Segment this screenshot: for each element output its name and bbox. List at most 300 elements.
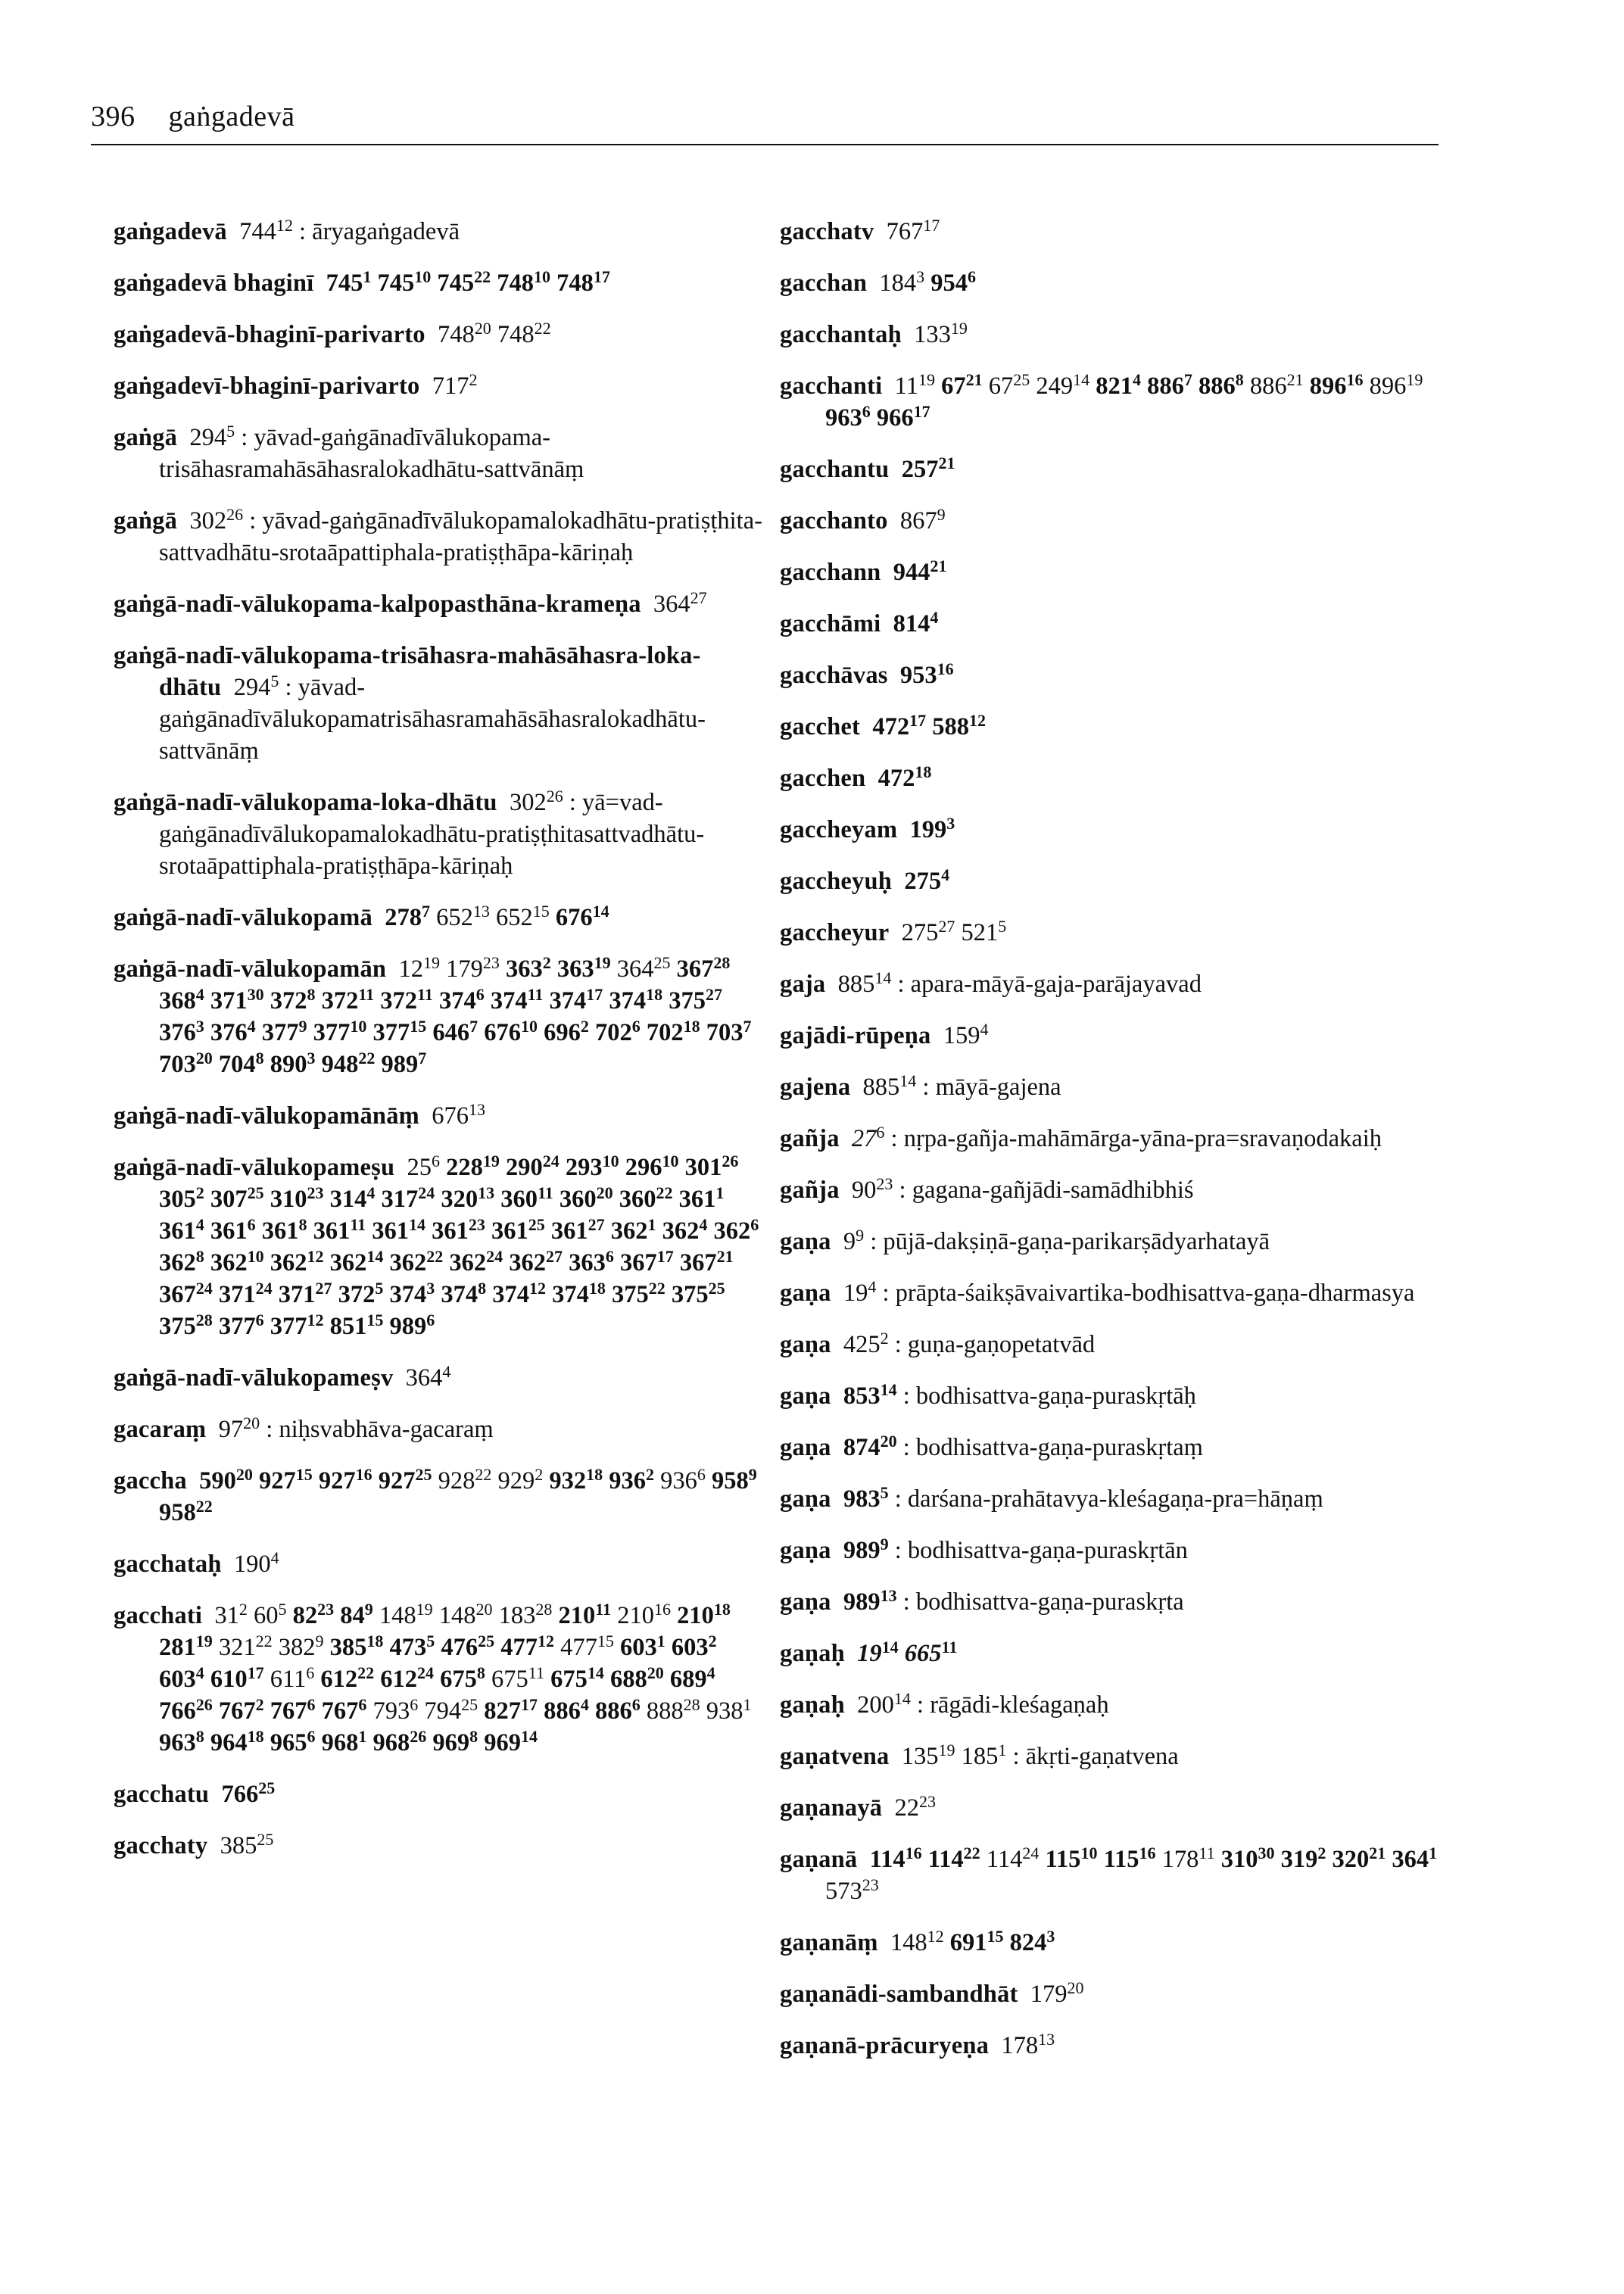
reference-line: 27: [546, 1247, 563, 1266]
reference-line: 8: [298, 1215, 307, 1234]
entry-context: rāgādi-kleśagaṇaḥ: [930, 1691, 1109, 1719]
reference-page: 675: [440, 1666, 477, 1693]
reference-page: 293: [565, 1154, 603, 1181]
index-entry: [780, 370, 1446, 434]
page-reference: [293, 1602, 335, 1629]
reference-line: 18: [646, 985, 663, 1004]
index-entry: [780, 1844, 1446, 1907]
page-reference: [851, 1174, 893, 1204]
entry-headword: gaṇanayā: [780, 1794, 883, 1822]
page-reference: [660, 1467, 706, 1495]
reference-page: 675: [491, 1666, 528, 1693]
reference-page: 374: [438, 987, 476, 1015]
reference-page: 362: [159, 1249, 196, 1276]
entry-headword: gacchantu: [780, 456, 890, 483]
entry-headword: gaṅgā: [114, 507, 178, 535]
page-reference: [210, 987, 264, 1015]
reference-page: 853: [843, 1382, 881, 1410]
entry-headword: gaṅgadevā-bhaginī-parivarto: [114, 321, 425, 348]
index-entry: [780, 505, 1446, 537]
page-reference: [259, 1467, 313, 1495]
reference-line: 10: [247, 1247, 264, 1266]
entry-headword: gaṅgā-nadī-vālukopameṣu: [114, 1154, 395, 1181]
entry-headword: gaccheyam: [780, 816, 898, 843]
entry-headword: gaṇa: [780, 1434, 831, 1461]
page-reference: [329, 1183, 376, 1213]
page-reference: [509, 1249, 563, 1276]
reference-line: 11: [528, 1663, 544, 1682]
entry-headword: gaṅgā: [114, 424, 178, 451]
page-reference: [617, 1602, 671, 1629]
entry-headword: gaṅgā-nadī-vālukopamānāṃ: [114, 1102, 419, 1130]
reference-line: 17: [586, 985, 603, 1004]
page-reference: [159, 1729, 204, 1756]
reference-line: 4: [706, 1663, 715, 1682]
page-reference: [1162, 1846, 1215, 1873]
index-entry: gaṇa $19^4$ : prāpta-śaikṣāvaivartika-bodhisattva-gaṇa-dharmasya: [780, 1277, 1415, 1307]
entry-context: bodhisattva-gaṇa-puraskṛtān: [907, 1537, 1188, 1564]
reference-page: 867: [899, 507, 937, 535]
page-reference: [330, 1313, 384, 1340]
entry-headword: gajena: [780, 1074, 851, 1101]
reference-page: 963: [825, 404, 862, 432]
reference-page: 67: [988, 372, 1014, 400]
reference-line: 22: [963, 1844, 980, 1862]
page-reference: [262, 1217, 307, 1245]
reference-line: 13: [478, 1183, 495, 1202]
index-entry: [114, 370, 765, 402]
page-reference: [491, 1217, 545, 1245]
reference-page: 886: [1249, 372, 1287, 400]
page-reference: [559, 1183, 613, 1213]
page-reference: [270, 1663, 315, 1693]
page-reference: [611, 1217, 656, 1245]
reference-page: 989: [843, 1537, 881, 1564]
reference-line: 2: [238, 1600, 248, 1619]
reference-page: 766: [221, 1781, 259, 1808]
reference-page: 794: [424, 1697, 462, 1725]
entry-headword: gañja: [780, 1125, 840, 1152]
page-reference: [159, 1697, 213, 1725]
reference-line: 3: [195, 1017, 204, 1036]
page-reference: [322, 1729, 367, 1756]
page-reference: [159, 1183, 204, 1213]
index-entry: [780, 267, 1446, 299]
reference-line: 3: [1046, 1927, 1055, 1946]
reference-page: 382: [278, 1634, 316, 1661]
index-entry: [114, 953, 765, 1080]
reference-line: 6: [631, 1017, 641, 1036]
page-reference: [902, 919, 955, 946]
reference-line: 13: [1038, 2030, 1055, 2049]
page-reference: [270, 987, 316, 1015]
reference-page: 372: [321, 987, 359, 1015]
reference-line: 2: [255, 1695, 264, 1714]
page-reference: [492, 1281, 546, 1308]
page-reference: [569, 1249, 614, 1276]
page-reference: [491, 987, 544, 1015]
reference-line: 20: [195, 1049, 213, 1068]
page-reference: [612, 1281, 665, 1308]
reference-page: 896: [1369, 372, 1407, 400]
page-reference: [510, 789, 563, 816]
reference-line: 14: [1073, 370, 1090, 389]
page-reference: [500, 1183, 553, 1213]
page-reference: [905, 1640, 958, 1667]
reference-line: 19: [422, 953, 440, 972]
reference-page: 305: [159, 1186, 196, 1213]
reference-line: 10: [414, 267, 432, 286]
reference-page: 652: [436, 904, 473, 931]
index-entry: [114, 1362, 765, 1394]
entry-headword: gaṅgā-nadī-vālukopama-loka-dhātu: [114, 789, 497, 816]
reference-line: 23: [307, 1183, 324, 1202]
reference-line: 1: [743, 1695, 752, 1714]
index-entry: [780, 1978, 1446, 2010]
page-reference: [544, 1019, 589, 1046]
reference-line: 23: [482, 953, 500, 972]
reference-line: 20: [235, 1465, 253, 1484]
reference-page: 766: [159, 1697, 196, 1725]
page-reference: [609, 987, 662, 1015]
index-entry: [114, 1465, 765, 1529]
entry-headword: gacchet: [780, 713, 861, 740]
entry-headword: gaccheyur: [780, 919, 890, 946]
reference-page: 363: [505, 955, 543, 983]
reference-page: 376: [159, 1019, 196, 1046]
reference-page: 361: [491, 1217, 528, 1245]
page-reference: [437, 267, 491, 297]
reference-page: 228: [446, 1154, 483, 1181]
reference-page: 364: [616, 955, 654, 983]
page-reference: [714, 1217, 759, 1245]
reference-page: 361: [432, 1217, 469, 1245]
reference-line: 5: [880, 1483, 889, 1502]
reference-page: 814: [893, 610, 930, 637]
page-reference: [1036, 372, 1089, 400]
reference-page: 748: [437, 321, 475, 348]
index-entry: [780, 762, 1446, 794]
page-reference: [552, 1281, 606, 1308]
reference-line: 21: [965, 370, 983, 389]
index-entry: [780, 608, 1446, 640]
reference-line: 30: [1258, 1844, 1275, 1862]
reference-page: 767: [321, 1697, 359, 1725]
page-reference: [432, 372, 478, 400]
reference-page: 703: [706, 1019, 743, 1046]
page-reference: [1310, 372, 1364, 400]
reference-line: 2: [880, 1329, 889, 1348]
reference-page: 744: [239, 218, 276, 245]
page-reference: [159, 1217, 204, 1245]
reference-line: 12: [276, 216, 293, 235]
page-reference: [550, 1663, 604, 1693]
page-reference: [210, 1183, 264, 1213]
reference-line: 21: [930, 556, 947, 575]
entry-headword: gaṇanādi-sambandhāt: [780, 1981, 1018, 2008]
reference-line: 8: [1235, 370, 1244, 389]
entry-headword: gacchāmi: [780, 610, 881, 637]
reference-page: 178: [1001, 2032, 1039, 2059]
reference-line: 18: [247, 1727, 264, 1746]
reference-line: 14: [587, 1663, 604, 1682]
page-reference: [680, 1249, 734, 1276]
page-reference: [219, 1281, 273, 1308]
page-reference: [159, 1051, 213, 1078]
page-reference: [330, 1249, 384, 1276]
reference-line: 6: [431, 1152, 440, 1170]
reference-page: 314: [329, 1186, 367, 1213]
reference-page: 11: [894, 372, 918, 400]
entry-headword: gacchan: [780, 270, 868, 297]
reference-line: 22: [534, 319, 551, 338]
reference-line: 6: [255, 1311, 264, 1329]
page-reference: [662, 1217, 708, 1245]
reference-line: 4: [442, 1362, 451, 1381]
page-reference: [382, 1051, 427, 1078]
index-entry: gaṇa $989^9$ : bodhisattva-gaṇa-puraskṛtān: [780, 1535, 1188, 1564]
reference-page: 948: [321, 1051, 359, 1078]
page-reference: [1281, 1846, 1326, 1873]
index-entry: gaṅgā-nadī-vālukopama-trisāhasra-mahāsāhasra-loka-dhātu $294^5$ : yāvad-gaṅgānadīvālukopamatrisāhasramahāsāhasralokadhātu-sattvānāṃ: [114, 642, 706, 765]
page-reference: [159, 1634, 213, 1661]
entry-context: bodhisattva-gaṇa-puraskṛtaṃ: [915, 1434, 1203, 1461]
reference-page: 702: [595, 1019, 632, 1046]
page-reference: [210, 1729, 264, 1756]
reference-page: 968: [321, 1729, 359, 1756]
reference-page: 115: [1103, 1846, 1139, 1873]
reference-page: 257: [901, 456, 939, 483]
reference-page: 115: [1045, 1846, 1081, 1873]
reference-page: 603: [620, 1634, 657, 1661]
reference-page: 717: [432, 372, 469, 400]
reference-page: 573: [825, 1878, 862, 1905]
page-reference: [441, 1634, 494, 1661]
reference-page: 748: [556, 270, 594, 297]
reference-page: 375: [669, 987, 706, 1015]
reference-page: 588: [932, 713, 969, 740]
page-reference: [1001, 2032, 1055, 2059]
reference-line: 4: [270, 1548, 279, 1567]
reference-line: 13: [472, 902, 490, 921]
reference-page: 374: [552, 1281, 589, 1308]
page-reference: [989, 372, 1030, 400]
reference-line: 20: [596, 1183, 613, 1202]
index-entry: gacaraṃ $97^{20}$ : niḥsvabhāva-gacaraṃ: [114, 1413, 494, 1443]
reference-page: 989: [843, 1588, 881, 1616]
entry-context: āryagaṅgadevā: [312, 218, 460, 245]
index-entry: [780, 814, 1446, 846]
reference-page: 375: [671, 1281, 709, 1308]
page-reference: [390, 1313, 435, 1340]
index-entry: gaṇatvena $135^{19}$ $185^1$ : ākṛti-gaṇatvena: [780, 1741, 1179, 1770]
entry-headword: gaṇa: [780, 1588, 831, 1616]
reference-page: 320: [1332, 1846, 1370, 1873]
page-reference: [595, 1697, 641, 1725]
entry-context: māyā-gajena: [935, 1074, 1061, 1101]
page-reference: [549, 1467, 603, 1495]
reference-page: 294: [233, 674, 271, 701]
entry-headword: gaṇa: [780, 1537, 831, 1564]
reference-line: 18: [366, 1632, 384, 1650]
reference-line: 2: [542, 953, 551, 972]
page-reference: [843, 1382, 897, 1410]
entry-headword: gaṅgadevī-bhaginī-parivarto: [114, 372, 420, 400]
reference-page: 652: [495, 904, 533, 931]
page-reference: [893, 556, 947, 586]
page-reference: [372, 1217, 425, 1245]
reference-page: 611: [270, 1666, 307, 1693]
page-reference: [914, 321, 968, 348]
page-reference: [706, 1697, 752, 1725]
page-reference: [647, 1697, 700, 1725]
page-reference: [1030, 1978, 1084, 2008]
page-reference: [322, 1697, 367, 1725]
entry-headword: gaṇanā: [780, 1846, 858, 1873]
reference-line: 24: [417, 1663, 435, 1682]
running-header: [91, 100, 1439, 133]
reference-line: 11: [527, 985, 544, 1004]
reference-page: 363: [556, 955, 594, 983]
page-reference: [441, 1183, 495, 1213]
page-reference: [484, 1019, 538, 1046]
entry-headword: gaṇatvena: [780, 1743, 890, 1770]
reference-line: 20: [475, 1600, 493, 1619]
reference-line: 9: [856, 1226, 865, 1245]
reference-line: 21: [1369, 1844, 1386, 1862]
entry-context: darśana-prahātavya-kleśagaṇa-pra=hāṇaṃ: [907, 1485, 1323, 1513]
page-reference: [712, 1467, 757, 1495]
reference-page: 665: [904, 1640, 942, 1667]
reference-line: 7: [421, 902, 430, 921]
index-entry: [780, 1927, 1446, 1959]
page-reference: [432, 1729, 478, 1756]
reference-page: 84: [340, 1602, 365, 1629]
reference-page: 367: [159, 1281, 196, 1308]
reference-line: 14: [880, 1380, 897, 1399]
reference-page: 953: [899, 662, 937, 689]
reference-line: 4: [580, 1695, 589, 1714]
entry-headword: gaṅgā-nadī-vālukopama-trisāhasra-mahāsāhasra-loka-dhātu: [114, 642, 701, 701]
reference-page: 210: [617, 1602, 654, 1629]
reference-line: 18: [588, 1279, 606, 1298]
page-reference: [566, 1154, 619, 1181]
page-reference: [559, 1602, 612, 1629]
page-reference: [879, 267, 925, 297]
index-entry: gañja $27^6$ : nṛpa-gañja-mahāmārga-yāna-pra=sravaṇodakaiḥ: [780, 1123, 1382, 1152]
index-entry: gaṇa $874^{20}$ : bodhisattva-gaṇa-puraskṛtaṃ: [780, 1432, 1203, 1461]
entry-headword: gacchāvas: [780, 662, 888, 689]
page-reference: [825, 404, 871, 432]
reference-line: 16: [905, 1844, 922, 1862]
reference-page: 476: [441, 1634, 478, 1661]
reference-page: 67: [941, 372, 966, 400]
reference-page: 185: [961, 1743, 999, 1770]
reference-page: 612: [380, 1666, 418, 1693]
reference-line: 4: [980, 1020, 989, 1039]
index-entry: [114, 1100, 765, 1132]
reference-line: 15: [532, 902, 550, 921]
reference-line: 8: [195, 1727, 204, 1746]
index-entry: gaṇa $989^{13}$ : bodhisattva-gaṇa-puraskṛta: [780, 1586, 1184, 1616]
reference-line: 17: [593, 267, 610, 286]
reference-page: 927: [259, 1467, 296, 1495]
index-entry: [780, 865, 1446, 897]
reference-page: 377: [313, 1019, 351, 1046]
reference-line: 24: [195, 1279, 213, 1298]
reference-page: 320: [441, 1186, 478, 1213]
page-reference: [219, 1313, 264, 1340]
page-reference: [379, 1602, 433, 1629]
entry-headword: gacchen: [780, 765, 866, 792]
entry-headword: gaja: [780, 971, 826, 998]
page-reference: [398, 955, 440, 983]
reference-line: 2: [646, 1465, 655, 1484]
reference-page: 310: [270, 1186, 307, 1213]
entry-context: yāvad-gaṅgānadīvālukopama-trisāhasramahāsāhasralokadhātu-sattvānāṃ: [159, 424, 584, 483]
reference-line: 6: [426, 1311, 435, 1329]
reference-page: 319: [1280, 1846, 1318, 1873]
page-reference: [843, 1434, 897, 1461]
page-reference: [962, 919, 1007, 946]
reference-line: 25: [257, 1830, 274, 1849]
page-reference: [1104, 1846, 1156, 1873]
reference-page: 364: [405, 1364, 443, 1392]
index-entry: gajena $885^{14}$ : māyā-gajena: [780, 1071, 1061, 1101]
page-reference: [825, 1875, 879, 1905]
reference-page: 374: [549, 987, 587, 1015]
reference-line: 27: [938, 917, 955, 936]
reference-page: 886: [544, 1697, 581, 1725]
reference-line: 5: [270, 672, 279, 690]
reference-line: 20: [647, 1663, 664, 1682]
reference-page: 362: [329, 1249, 367, 1276]
reference-page: 477: [560, 1634, 597, 1661]
reference-line: 15: [295, 1465, 313, 1484]
page-reference: [270, 1183, 324, 1213]
page-reference: [159, 1249, 204, 1276]
reference-page: 364: [653, 591, 690, 618]
reference-line: 28: [713, 953, 731, 972]
page-reference: [390, 1249, 444, 1276]
reference-line: 20: [1067, 1978, 1084, 1997]
reference-line: 21: [1286, 370, 1304, 389]
reference-line: 25: [653, 953, 671, 972]
reference-line: 23: [919, 1792, 936, 1811]
entry-context: yāvad-gaṅgānadīvālukopamatrisāhasramahāsāhasralokadhātu-sattvānāṃ: [159, 674, 706, 765]
reference-page: 886: [595, 1697, 632, 1725]
index-entry: gaṇaḥ $200^{14}$ : rāgādi-kleśagaṇaḥ: [780, 1689, 1109, 1719]
entry-context: guṇa-gaṇopetatvād: [907, 1331, 1096, 1358]
page-reference: [900, 507, 946, 535]
reference-page: 362: [389, 1249, 427, 1276]
page-reference: [210, 1663, 264, 1693]
page-reference: [484, 1697, 538, 1725]
entry-headword: gacchann: [780, 559, 881, 586]
reference-line: 4: [195, 1215, 204, 1234]
reference-line: 14: [874, 968, 892, 987]
entry-headword: gaṇa: [780, 1228, 831, 1255]
reference-page: 361: [313, 1217, 351, 1245]
index-entry: [780, 917, 1446, 949]
reference-line: 18: [683, 1017, 700, 1036]
page-reference: [706, 1019, 752, 1046]
reference-page: 676: [484, 1019, 521, 1046]
index-entry: [780, 216, 1446, 248]
entry-context: bodhisattva-gaṇa-puraskṛtāḥ: [915, 1382, 1196, 1410]
reference-line: 23: [862, 1875, 879, 1894]
reference-line: 8: [255, 1049, 264, 1068]
